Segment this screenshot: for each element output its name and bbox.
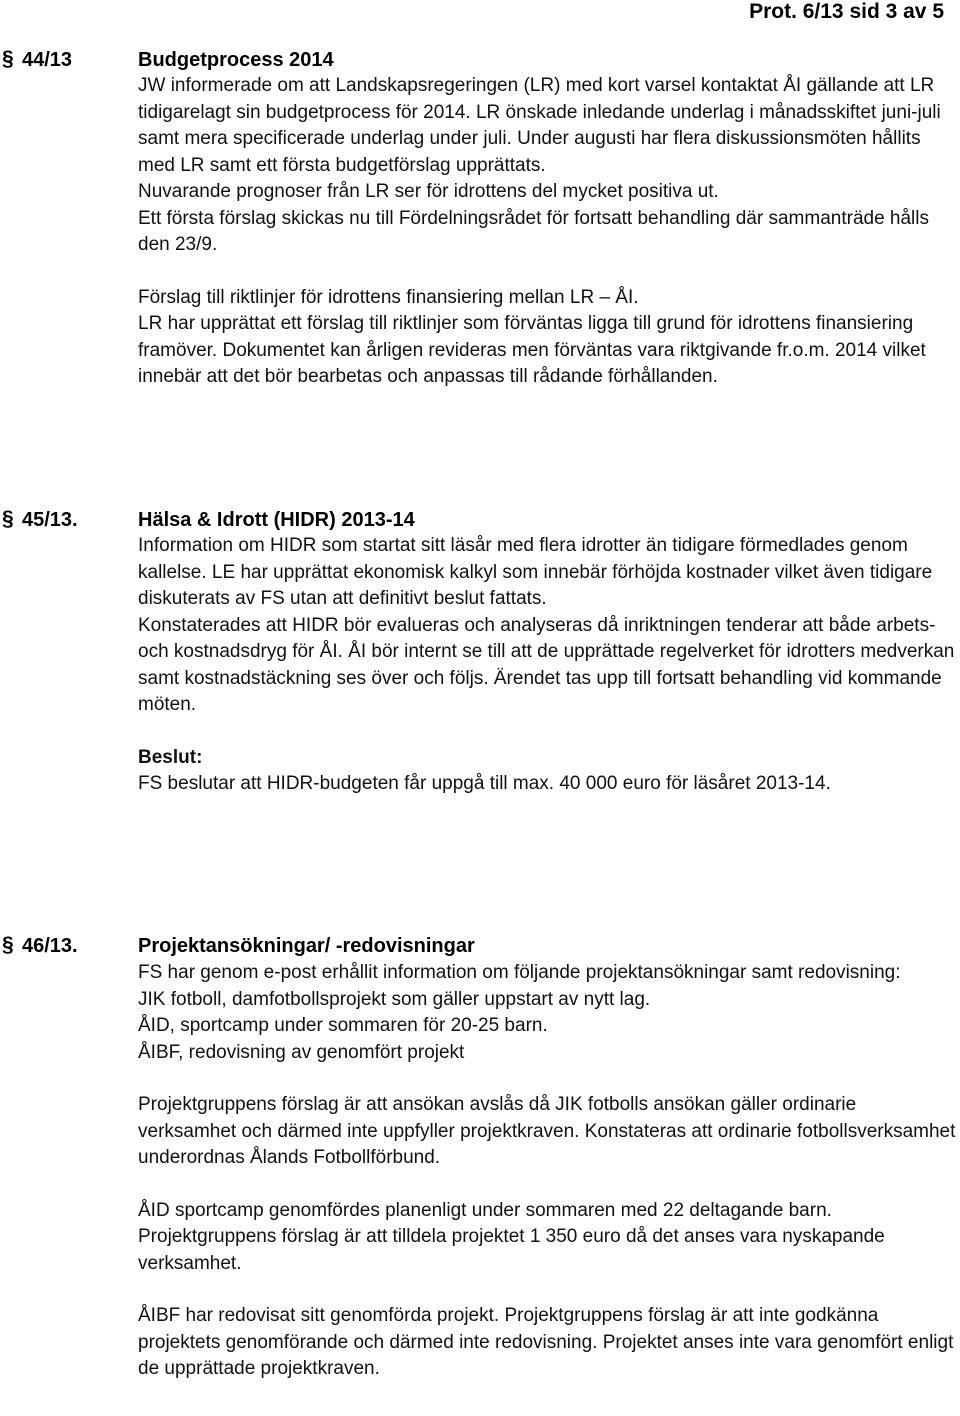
list-item: ÅIBF, redovisning av genomfört projekt (138, 1041, 465, 1063)
section-title: Budgetprocess 2014 (138, 49, 334, 71)
paragraph: Projektgruppens förslag är att ansökan avslås då JIK fotbolls ansökan gäller ordinarie verksamhet och därmed inte uppfyller projektkraven. Konstateras att ordinarie fotbollsverksamhet underordnas Ålands Fotbollförbund. (138, 1094, 956, 1168)
paragraph: Ett första förslag skickas nu till Fördelningsrådet för fortsatt behandling där sammanträde hålls den 23/9. (138, 207, 929, 255)
list-item: ÅID, sportcamp under sommaren för 20-25 barn. (138, 1015, 548, 1036)
paragraph: FS har genom e-post erhållit information om följande projektansökningar samt redovisning: (138, 962, 901, 983)
section-body (138, 73, 956, 391)
section-number: 46/13. (22, 935, 78, 957)
section-title: Hälsa & Idrott (HIDR) 2013-14 (138, 509, 415, 531)
paragraph: Nuvarande prognoser från LR ser för idrottens del mycket positiva ut. (138, 181, 719, 202)
decision-text: FS beslutar att HIDR-budgeten får uppgå till max. 40 000 euro för läsåret 2013-14. (138, 773, 831, 794)
paragraph: ÅIBF har redovisat sitt genomförda projekt. Projektgruppens förslag är att inte godkänna projektets genomförande och därmed inte redovisning. Projektet anses inte vara genomfört enligt de upprättade projektkraven. (138, 1305, 954, 1379)
section-title: Projektansökningar/ -redovisningar (138, 935, 475, 957)
paragraph: Information om HIDR som startat sitt läsår med flera idrotter än tidigare förmedlades genom kallelse. LE har upprättat ekonomisk kalkyl som innebär förhöjda kostnader vilket även tidigare diskuterats av FS utan att definitivt beslut fattats. (138, 535, 933, 609)
paragraph-symbol: § (2, 933, 14, 956)
page-header: Prot. 6/13 sid 3 av 5 (749, 0, 944, 23)
section-body (138, 960, 956, 1383)
paragraph-symbol: § (2, 47, 14, 70)
paragraph-symbol: § (2, 507, 14, 530)
paragraph: Förslag till riktlinjer för idrottens finansiering mellan LR – ÅI. (138, 286, 639, 308)
decision-label: Beslut: (138, 746, 203, 768)
section-number: 45/13. (22, 509, 78, 531)
section-body (138, 533, 956, 798)
section-number: 44/13 (22, 49, 73, 71)
paragraph: Konstaterades att HIDR bör evalueras och analyseras då inriktningen tenderar att både arbets- och kostnadsdryg för ÅI. ÅI bör internt se till att de upprättade regelverket för idrotters medverkan samt kostnadstäckning ses över och följs. Ärendet tas upp till fortsatt behandling vid kommande möten. (138, 614, 955, 715)
paragraph: LR har upprättat ett förslag till riktlinjer som förväntas ligga till grund för idrottens finansiering framöver. Dokumentet kan årligen revideras men förväntas vara riktgivande fr.o.m. 2014 vilket innebär att det bör bearbetas och anpassas till rådande förhållanden. (138, 313, 926, 387)
paragraph: ÅID sportcamp genomfördes planenligt under sommaren med 22 deltagande barn. Projektgruppens förslag är att tilldela projektet 1 350 euro då det anses vara nyskapande verksamhet. (138, 1199, 885, 1274)
paragraph: JW informerade om att Landskapsregeringen (LR) med kort varsel kontaktat ÅI gällande att LR tidigarelagt sin budgetprocess för 2014. LR önskade inledande underlag i månadsskiftet juni-juli samt mera specificerade underlag under juli. Under augusti har flera diskussionsmöten hållits med LR samt ett första budgetförslag upprättats. (138, 75, 941, 176)
list-item: JIK fotboll, damfotbollsprojekt som gäller uppstart av nytt lag. (138, 988, 651, 1010)
